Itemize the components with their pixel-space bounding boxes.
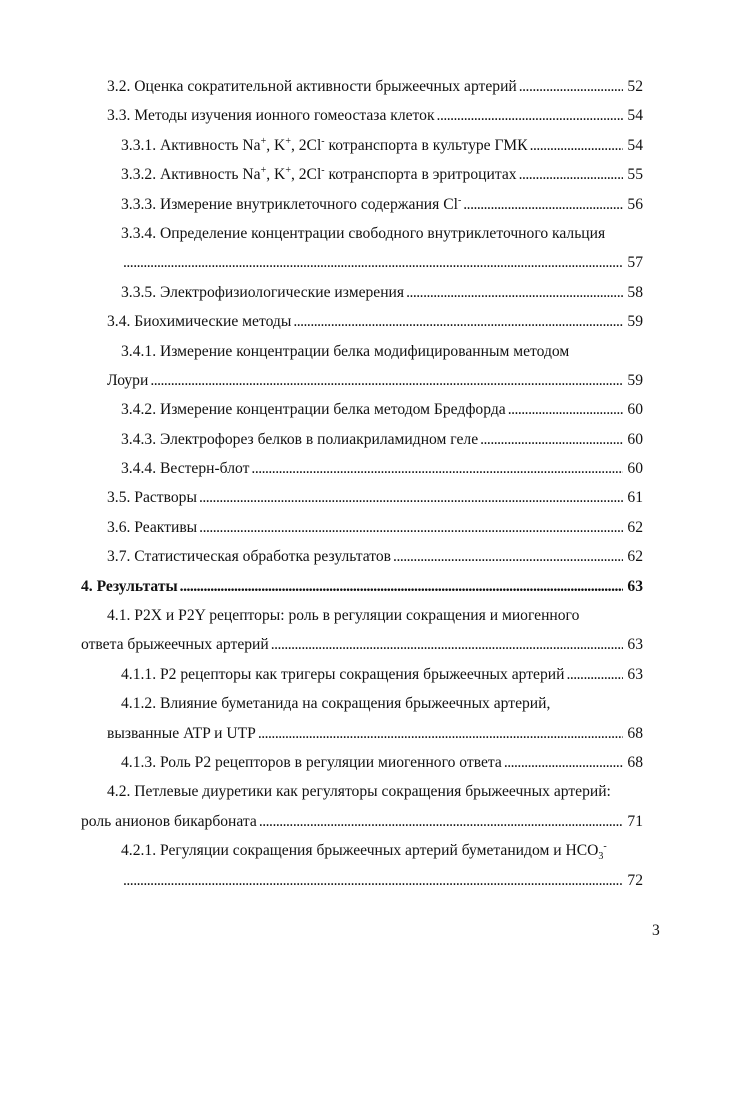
toc-entry-3-3-1[interactable] xyxy=(0,131,733,160)
dot-leader xyxy=(293,307,623,336)
dot-leader xyxy=(504,748,623,777)
dot-leader xyxy=(437,101,623,130)
toc-entry-page: 62 xyxy=(627,548,643,566)
toc-entry-title: 4. Результаты xyxy=(81,577,178,595)
toc-entry-page: 56 xyxy=(627,195,643,213)
dot-leader xyxy=(406,278,623,307)
toc-entry-title: 4.1. P2X и P2Y рецепторы: роль в регуляции сокращения и миогенного xyxy=(107,607,580,625)
toc-entry-page: 59 xyxy=(627,313,643,331)
toc-entry-title: 3.4.3. Электрофорез белков в полиакриламидном геле xyxy=(121,430,479,448)
toc-entry-title-continuation: ответа брыжеечных артерий xyxy=(81,636,269,654)
dot-leader xyxy=(480,425,623,454)
toc-entry-page: 60 xyxy=(627,430,643,448)
toc-entry-3-4-1-continuation[interactable] xyxy=(0,366,733,395)
toc-entry-title: 3.3.2. Активность Na+, K+, 2Cl- котранспорта в эритроцитах xyxy=(121,164,517,184)
toc-entry-page: 68 xyxy=(627,724,643,742)
toc-entry-page: 55 xyxy=(627,166,643,184)
toc-entry-4-1[interactable] xyxy=(0,601,733,630)
toc-entry-4-2-continuation[interactable] xyxy=(0,807,733,836)
toc-entry-page: 57 xyxy=(627,254,643,272)
toc-entry-title-continuation: Лоури xyxy=(107,371,149,389)
toc-entry-page: 62 xyxy=(627,518,643,536)
toc-entry-3-4-4[interactable] xyxy=(0,454,733,483)
toc-entry-3-4-3[interactable] xyxy=(0,425,733,454)
table-of-contents xyxy=(0,72,733,895)
toc-entry-3-3-4-leader-line[interactable] xyxy=(0,248,733,277)
toc-entry-4-2[interactable] xyxy=(0,777,733,806)
dot-leader xyxy=(251,454,623,483)
toc-entry-title: 3.4.2. Измерение концентрации белка методом Бредфорда xyxy=(121,401,506,419)
toc-entry-title: 3.4.1. Измерение концентрации белка модифицированным методом xyxy=(121,342,570,360)
toc-entry-page: 54 xyxy=(627,136,643,154)
dot-leader xyxy=(123,866,623,895)
toc-entry-page: 72 xyxy=(627,871,643,889)
toc-entry-page: 63 xyxy=(627,665,643,683)
toc-entry-title: 4.2. Петлевые диуретики как регуляторы сокращения брыжеечных артерий: xyxy=(107,783,611,801)
toc-entry-3-7[interactable] xyxy=(0,542,733,571)
dot-leader xyxy=(259,807,623,836)
dot-leader xyxy=(530,131,623,160)
dot-leader xyxy=(519,72,623,101)
toc-entry-4-1-continuation[interactable] xyxy=(0,630,733,659)
toc-entry-title-continuation: роль анионов бикарбоната xyxy=(81,812,257,830)
toc-entry-page: 54 xyxy=(627,107,643,125)
toc-entry-page: 63 xyxy=(627,577,643,595)
toc-entry-page: 63 xyxy=(627,636,643,654)
toc-entry-3-2[interactable] xyxy=(0,72,733,101)
toc-entry-page: 60 xyxy=(627,460,643,478)
toc-entry-page: 59 xyxy=(627,371,643,389)
toc-entry-4-2-1-leader-line[interactable] xyxy=(0,866,733,895)
toc-entry-title: 4.2.1. Регуляции сокращения брыжеечных артерий буметанидом и $HCO_3^-$ xyxy=(121,840,607,863)
toc-entry-4-1-3[interactable] xyxy=(0,748,733,777)
toc-entry-4[interactable] xyxy=(0,572,733,601)
toc-entry-page: 71 xyxy=(627,812,643,830)
toc-entry-3-6[interactable] xyxy=(0,513,733,542)
toc-entry-3-3-5[interactable] xyxy=(0,278,733,307)
toc-entry-title: 3.3.1. Активность Na+, K+, 2Cl- котранспорта в культуре ГМК xyxy=(121,135,528,154)
toc-entry-3-3-2[interactable] xyxy=(0,160,733,189)
toc-entry-page: 58 xyxy=(627,283,643,301)
toc-entry-page: 52 xyxy=(627,78,643,95)
toc-entry-title: 3.3. Методы изучения ионного гомеостаза клеток xyxy=(107,107,435,125)
toc-entry-page: 60 xyxy=(627,401,643,419)
dot-leader xyxy=(150,366,623,395)
dot-leader xyxy=(393,542,623,571)
toc-entry-3-5[interactable] xyxy=(0,483,733,512)
toc-entry-3-3[interactable] xyxy=(0,101,733,130)
toc-entry-title: 3.7. Статистическая обработка результатов xyxy=(107,548,392,566)
dot-leader xyxy=(258,719,623,748)
toc-entry-3-4-1[interactable] xyxy=(0,337,733,366)
toc-entry-title: 4.1.1. P2 рецепторы как тригеры сокращения брыжеечных артерий xyxy=(121,665,565,683)
toc-entry-title: 3.3.5. Электрофизиологические измерения xyxy=(121,283,405,301)
dot-leader xyxy=(123,248,623,277)
toc-entry-title: 3.3.3. Измерение внутриклеточного содержания Cl- xyxy=(121,194,462,213)
toc-entry-title: 3.4.4. Вестерн-блот xyxy=(121,460,250,478)
toc-entry-4-1-2[interactable] xyxy=(0,689,733,718)
dot-leader xyxy=(271,630,623,659)
dot-leader xyxy=(508,395,623,424)
dot-leader xyxy=(463,190,623,219)
toc-entry-4-2-1[interactable] xyxy=(0,836,733,865)
dot-leader xyxy=(566,660,623,689)
toc-entry-page: 68 xyxy=(627,753,643,771)
page-number: 3 xyxy=(652,922,660,939)
toc-entry-title: 3.2. Оценка сократительной активности брыжеечных артерий xyxy=(107,78,517,95)
toc-entry-title: 4.1.2. Влияние буметанида на сокращения брыжеечных артерий, xyxy=(121,695,551,713)
toc-entry-3-4-2[interactable] xyxy=(0,395,733,424)
toc-entry-title: 3.3.4. Определение концентрации свободного внутриклеточного кальция xyxy=(121,224,606,242)
toc-entry-3-3-4[interactable] xyxy=(0,219,733,248)
toc-entry-3-3-3[interactable] xyxy=(0,190,733,219)
toc-entry-page: 61 xyxy=(627,489,643,507)
toc-entry-3-4[interactable] xyxy=(0,307,733,336)
toc-entry-title: 3.5. Растворы xyxy=(107,489,197,507)
dot-leader xyxy=(180,572,623,601)
dot-leader xyxy=(519,160,623,189)
toc-entry-title: 3.6. Реактивы xyxy=(107,518,198,536)
toc-entry-4-1-2-continuation[interactable] xyxy=(0,719,733,748)
toc-entry-title: 4.1.3. Роль P2 рецепторов в регуляции миогенного ответа xyxy=(121,753,502,771)
toc-entry-title-continuation: вызванные ATP и UTP xyxy=(107,724,256,742)
dot-leader xyxy=(199,513,623,542)
toc-entry-title: 3.4. Биохимические методы xyxy=(107,313,292,331)
dot-leader xyxy=(199,483,623,512)
toc-entry-4-1-1[interactable] xyxy=(0,660,733,689)
